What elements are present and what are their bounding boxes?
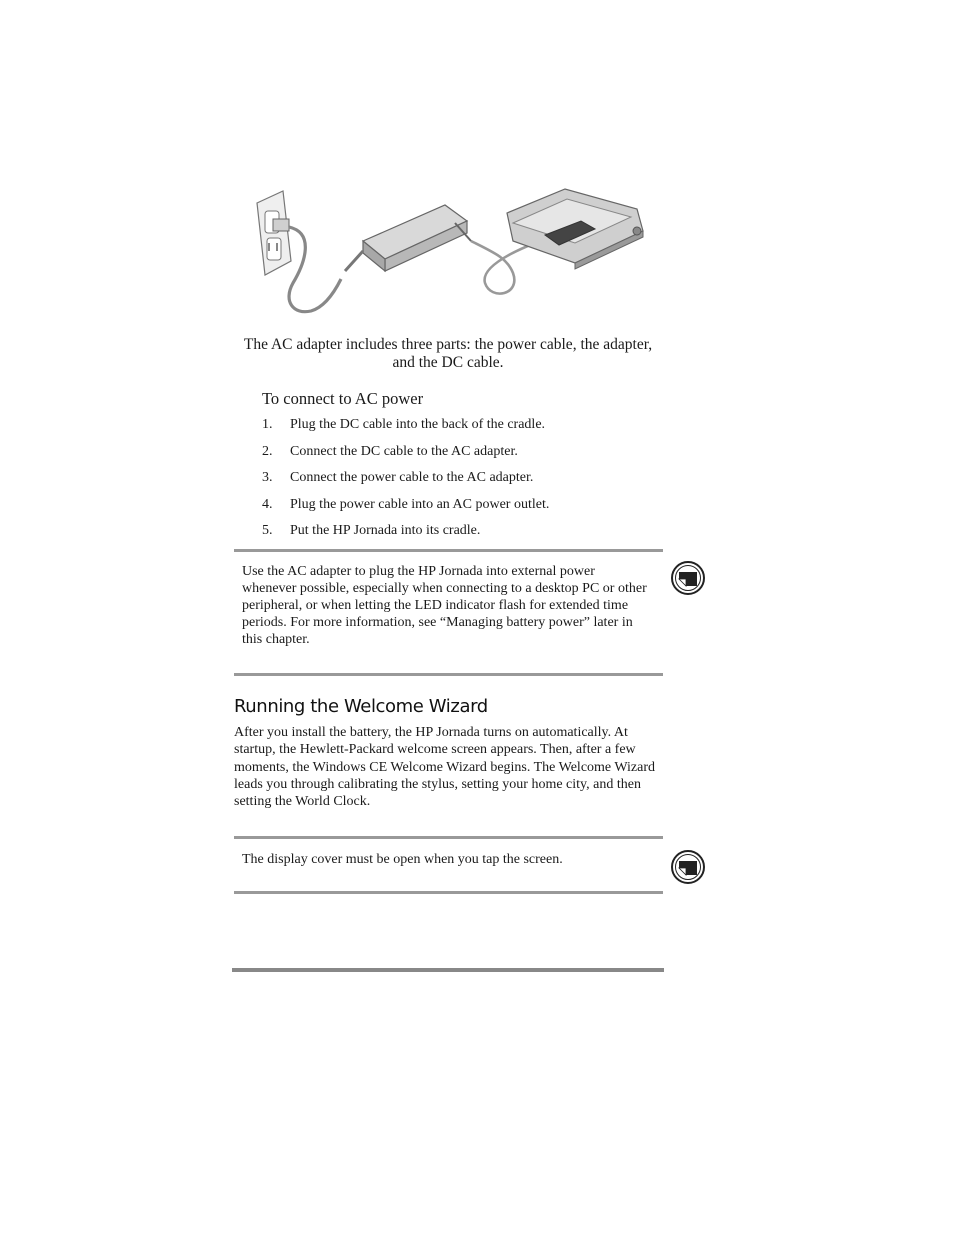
figure-caption: The AC adapter includes three parts: the power cable, the adapter, and the DC cable.	[243, 336, 653, 371]
list-item	[262, 496, 682, 523]
note-bottom-rule	[234, 891, 663, 894]
step-number: 2.	[262, 443, 273, 459]
step-text: Plug the power cable into an AC power outlet.	[290, 496, 550, 512]
note-top-rule	[234, 836, 663, 839]
list-item	[262, 522, 682, 549]
list-item	[262, 443, 682, 470]
step-text: Plug the DC cable into the back of the cradle.	[290, 417, 546, 432]
page-footer-rule	[232, 968, 664, 972]
section-heading: Running the Welcome Wizard	[234, 696, 488, 717]
note-icon	[670, 560, 706, 596]
note-text: The display cover must be open when you tap the screen.	[242, 852, 563, 867]
list-item	[262, 416, 682, 443]
procedure-steps	[262, 416, 682, 549]
step-number: 1.	[262, 417, 273, 432]
power-cable	[289, 227, 341, 312]
step-number: 3.	[262, 470, 273, 485]
step-text: Connect the power cable to the AC adapter.	[290, 470, 534, 485]
ac-adapter	[345, 205, 471, 271]
wall-outlet	[257, 191, 291, 275]
step-text: Put the HP Jornada into its cradle.	[290, 523, 481, 538]
note-top-rule	[234, 549, 663, 552]
procedure-title: To connect to AC power	[262, 389, 424, 408]
step-number: 5.	[262, 523, 273, 538]
note-icon	[670, 849, 706, 885]
step-text: Connect the DC cable to the AC adapter.	[290, 443, 518, 459]
ac-adapter-illustration	[245, 183, 655, 323]
list-item	[262, 469, 682, 496]
step-number: 4.	[262, 496, 273, 512]
note-bottom-rule	[234, 673, 663, 676]
cradle	[507, 189, 643, 269]
section-body: After you install the battery, the HP Jornada turns on automatically. At startup, the Hewlett-Packard welcome screen appears. Then, after a few moments, the Windows CE Welcome Wizard begins. The Welcome Wizard leads you through calibrating the stylus, setting your home city, and then setting the World Clock.	[234, 725, 656, 810]
note-text: Use the AC adapter to plug the HP Jornada into external power whenever possible, especially when connecting to a desktop PC or other peripheral, or when letting the LED indicator flash for extended time periods. For more information, see “Managing battery power” later in this chapter.	[242, 564, 647, 647]
